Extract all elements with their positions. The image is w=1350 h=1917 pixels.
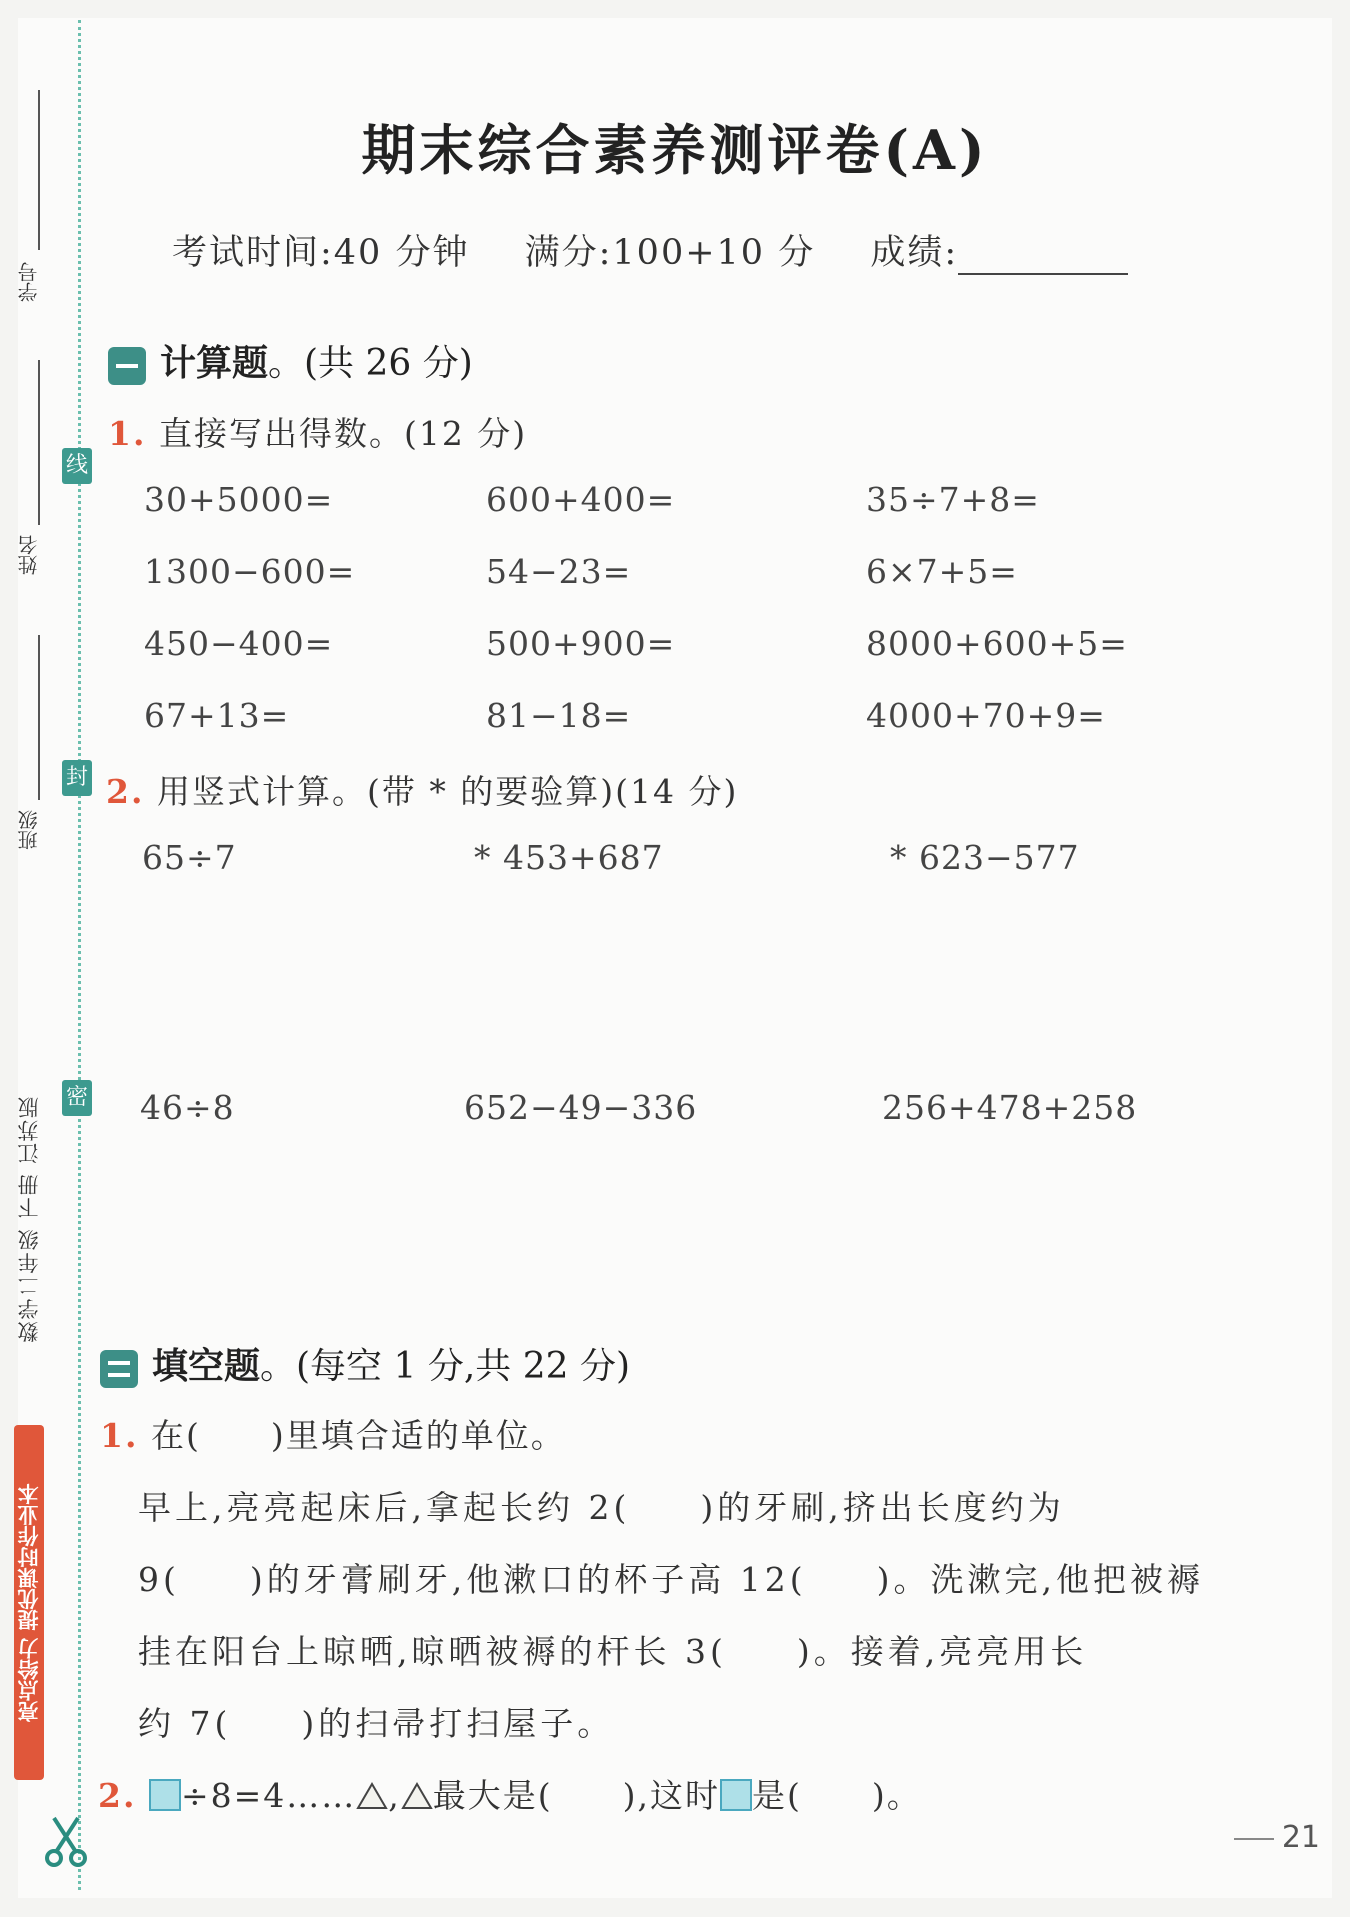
triangle-icon — [401, 1782, 433, 1810]
page — [18, 18, 1332, 1898]
exam-time: 考试时间:40 分钟 — [172, 233, 470, 273]
square-icon — [720, 1779, 752, 1811]
triangle-icon — [356, 1782, 388, 1810]
s1-q2-text: 用竖式计算。(带 * 的要验算)(14 分) — [156, 772, 739, 811]
s2-q1-line: 挂在阳台上晾晒,晾晒被褥的杆长 3( )。接着,亮亮用长 — [138, 1632, 1088, 1671]
s2-q1-line: 9( )的牙膏刷牙,他漱口的杯子高 12( )。洗漱完,他把被褥 — [138, 1560, 1204, 1599]
s1-q2-number: 2. — [106, 772, 145, 811]
s2-q1-number: 1. — [100, 1416, 139, 1455]
student-id-label: 学号 — [17, 262, 41, 302]
section-1-badge-icon — [108, 347, 146, 385]
s2-q1-line: 早上,亮亮起床后,拿起长约 2( )的牙刷,挤出长度约为 — [138, 1488, 1065, 1527]
s2-q1-line: 约 7( )的扫帚打扫屋子。 — [138, 1704, 615, 1743]
exam-meta — [172, 225, 1170, 275]
s1-q1-text: 直接写出得数。(12 分) — [158, 414, 528, 453]
square-icon — [149, 1779, 181, 1811]
name-line — [38, 360, 40, 525]
seal-line: 线 — [62, 448, 92, 484]
calc-problem: 35÷7+8= — [866, 480, 1040, 519]
class-label: 班级 — [17, 810, 41, 850]
full-score: 满分:100+10 分 — [524, 233, 816, 273]
page-number: 21 — [1234, 1820, 1320, 1855]
s1-q1-number: 1. — [108, 414, 147, 453]
calc-problem: 1300−600= — [144, 552, 356, 591]
calc-problem: 450−400= — [144, 624, 334, 663]
score-field[interactable] — [958, 237, 1128, 275]
cut-line — [78, 20, 81, 1890]
s1-q2-heading — [106, 766, 738, 813]
calc-problem: 6×7+5= — [866, 552, 1018, 591]
class-line — [38, 635, 40, 800]
name-label: 姓名 — [17, 535, 41, 575]
section-1-title: 计算题 — [160, 343, 269, 384]
calc-problem: 600+400= — [486, 480, 676, 519]
calc-problem: 4000+70+9= — [866, 696, 1106, 735]
s2-q2-line: 2. ÷8=4…… , 最大是( ),这时 是( )。 — [98, 1776, 922, 1815]
section-1-note: 。(共 26 分) — [268, 343, 473, 384]
vertical-calc-problem: 65÷7 — [142, 838, 237, 877]
vertical-calc-problem: 46÷8 — [140, 1088, 235, 1127]
scissors-icon — [44, 1814, 88, 1868]
section-2-note: 。(每空 1 分,共 22 分) — [260, 1346, 631, 1387]
calc-problem: 67+13= — [144, 696, 290, 735]
section-2-badge-icon — [100, 1350, 138, 1388]
calc-problem: 500+900= — [486, 624, 676, 663]
section-2-title: 填空题 — [152, 1346, 261, 1387]
section-1-heading — [108, 335, 473, 386]
seal-seal: 封 — [62, 760, 92, 796]
s2-q1-heading: 1. 在( )里填合适的单位。 — [100, 1416, 566, 1455]
section-2-heading — [100, 1338, 630, 1389]
s2-q2-number: 2. — [98, 1776, 137, 1815]
page-title: 期末综合素养测评卷(A) — [361, 118, 989, 182]
vertical-calc-problem: * 623−577 — [890, 838, 1080, 877]
calc-problem: 30+5000= — [144, 480, 334, 519]
calc-problem: 81−18= — [486, 696, 632, 735]
calc-problem: 54−23= — [486, 552, 632, 591]
vertical-calc-problem: 256+478+258 — [882, 1088, 1138, 1127]
s1-q1-heading — [108, 408, 527, 455]
score-label: 成绩: — [870, 233, 959, 273]
vertical-calc-problem: * 453+687 — [474, 838, 664, 877]
brand-label: 亮点给力 提优课时作业本 — [14, 1425, 44, 1780]
vertical-calc-problem: 652−49−336 — [464, 1088, 698, 1127]
calc-problem: 8000+600+5= — [866, 624, 1128, 663]
series-label: 数学二年级 下册 江苏版 — [17, 1095, 41, 1343]
seal-secret: 密 — [62, 1080, 92, 1116]
